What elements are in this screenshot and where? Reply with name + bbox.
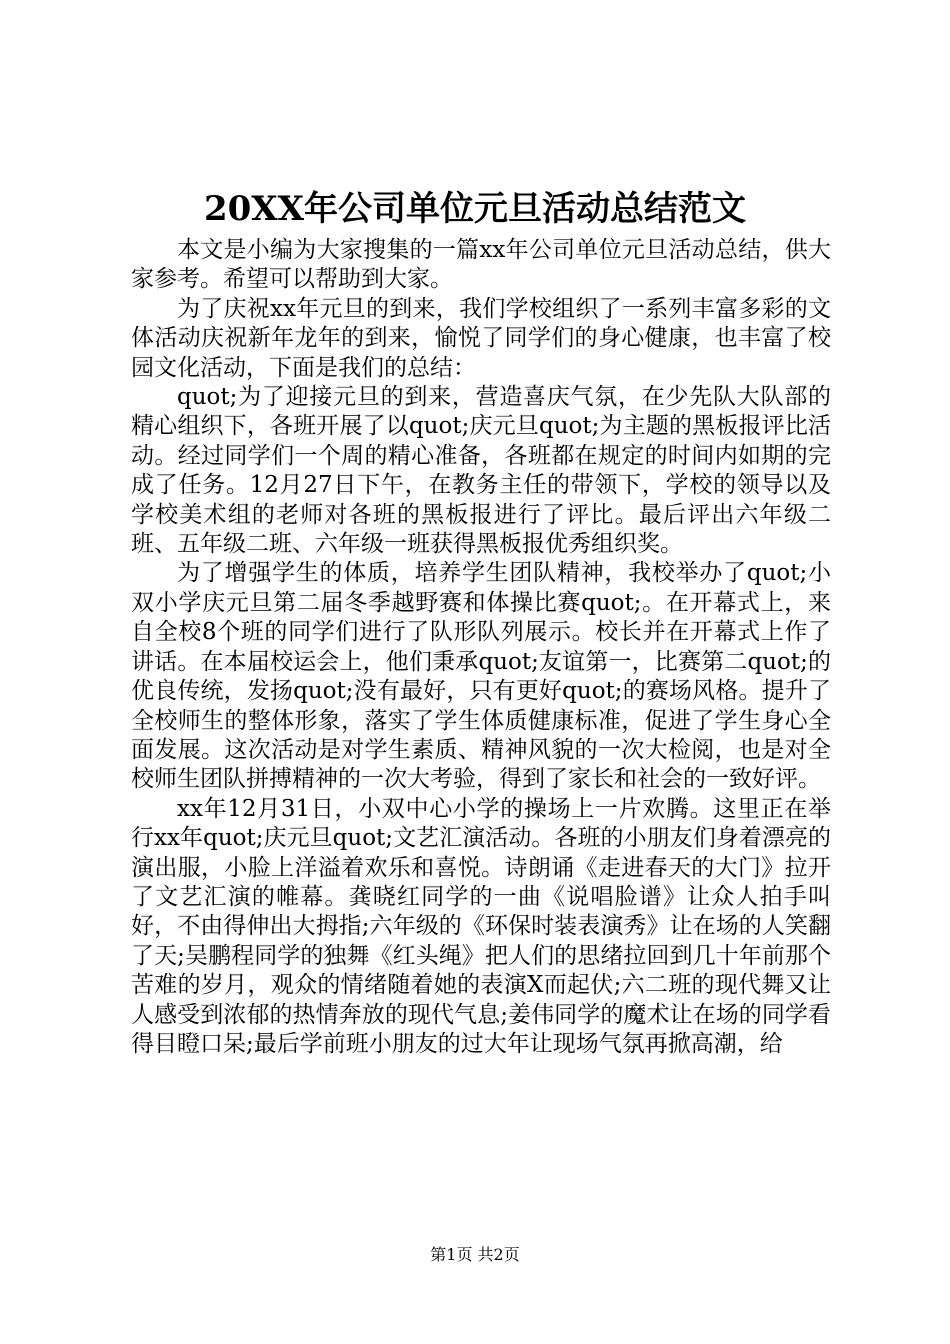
document-title: 20XX年公司单位元旦活动总结范文 bbox=[203, 189, 747, 229]
paragraph-celebration: 为了庆祝xx年元旦的到来，我们学校组织了一系列丰富多彩的文体活动庆祝新年龙年的到来，愉悦了同学们的身心健康，也丰富了校园文化活动，下面是我们的总结： bbox=[131, 295, 831, 381]
paragraph-sports: 为了增强学生的体质，培养学生团队精神，我校举办了quot;小双小学庆元旦第二届冬季越野赛和体操比赛quot;。在开幕式上，来自全校8个班的同学们进行了队形队列展示。校长并在开幕式上作了讲话。在本届校运会上，他们秉承quot;友谊第一，比赛第二quot;的优良传统，发扬quot;没有最好，只有更好quot;的赛场风格。提升了全校师生的整体形象，落实了学生体质健康标准，促进了学生身心全面发展。这次活动是对学生素质、精神风貌的一次大检阅，也是对全校师生团队拼搏精神的一次大考验，得到了家长和社会的一致好评。 bbox=[131, 560, 831, 793]
document-body bbox=[131, 236, 831, 1059]
paragraph-intro: 本文是小编为大家搜集的一篇xx年公司单位元旦活动总结，供大家参考。希望可以帮助到大家。 bbox=[131, 237, 831, 293]
paragraph-blackboard: quot;为了迎接元旦的到来，营造喜庆气氛，在少先队大队部的精心组织下，各班开展了以quot;庆元旦quot;为主题的黑板报评比活动。经过同学们一个周的精心准备，各班都在规定的时间内如期的完成了任务。12月27日下午，在教务主任的带领下，学校的领导以及学校美术组的老师对各班的黑板报进行了评比。最后评出六年级二班、五年级二班、六年级一班获得黑板报优秀组织奖。 bbox=[131, 384, 831, 558]
page-footer: 第1页 共2页 bbox=[430, 1245, 520, 1264]
paragraph-performance: xx年12月31日，小双中心小学的操场上一片欢腾。这里正在举行xx年quot;庆元旦quot;文艺汇演活动。各班的小朋友们身着漂亮的演出服，小脸上洋溢着欢乐和喜悦。诗朗诵《走进春天的大门》拉开了文艺汇演的帷幕。龚晓红同学的一曲《说唱脸谱》让众人拍手叫好，不由得伸出大拇指;六年级的《环保时装表演秀》让在场的人笑翻了天;吴鹏程同学的独舞《红头绳》把人们的思绪拉回到几十年前那个苦难的岁月，观众的情绪随着她的表演X而起伏;六二班的现代舞又让人感受到浓郁的热情奔放的现代气息;姜伟同学的魔术让在场的同学看得目瞪口呆;最后学前班小朋友的过大年让现场气氛再掀高潮，给 bbox=[131, 795, 831, 1057]
